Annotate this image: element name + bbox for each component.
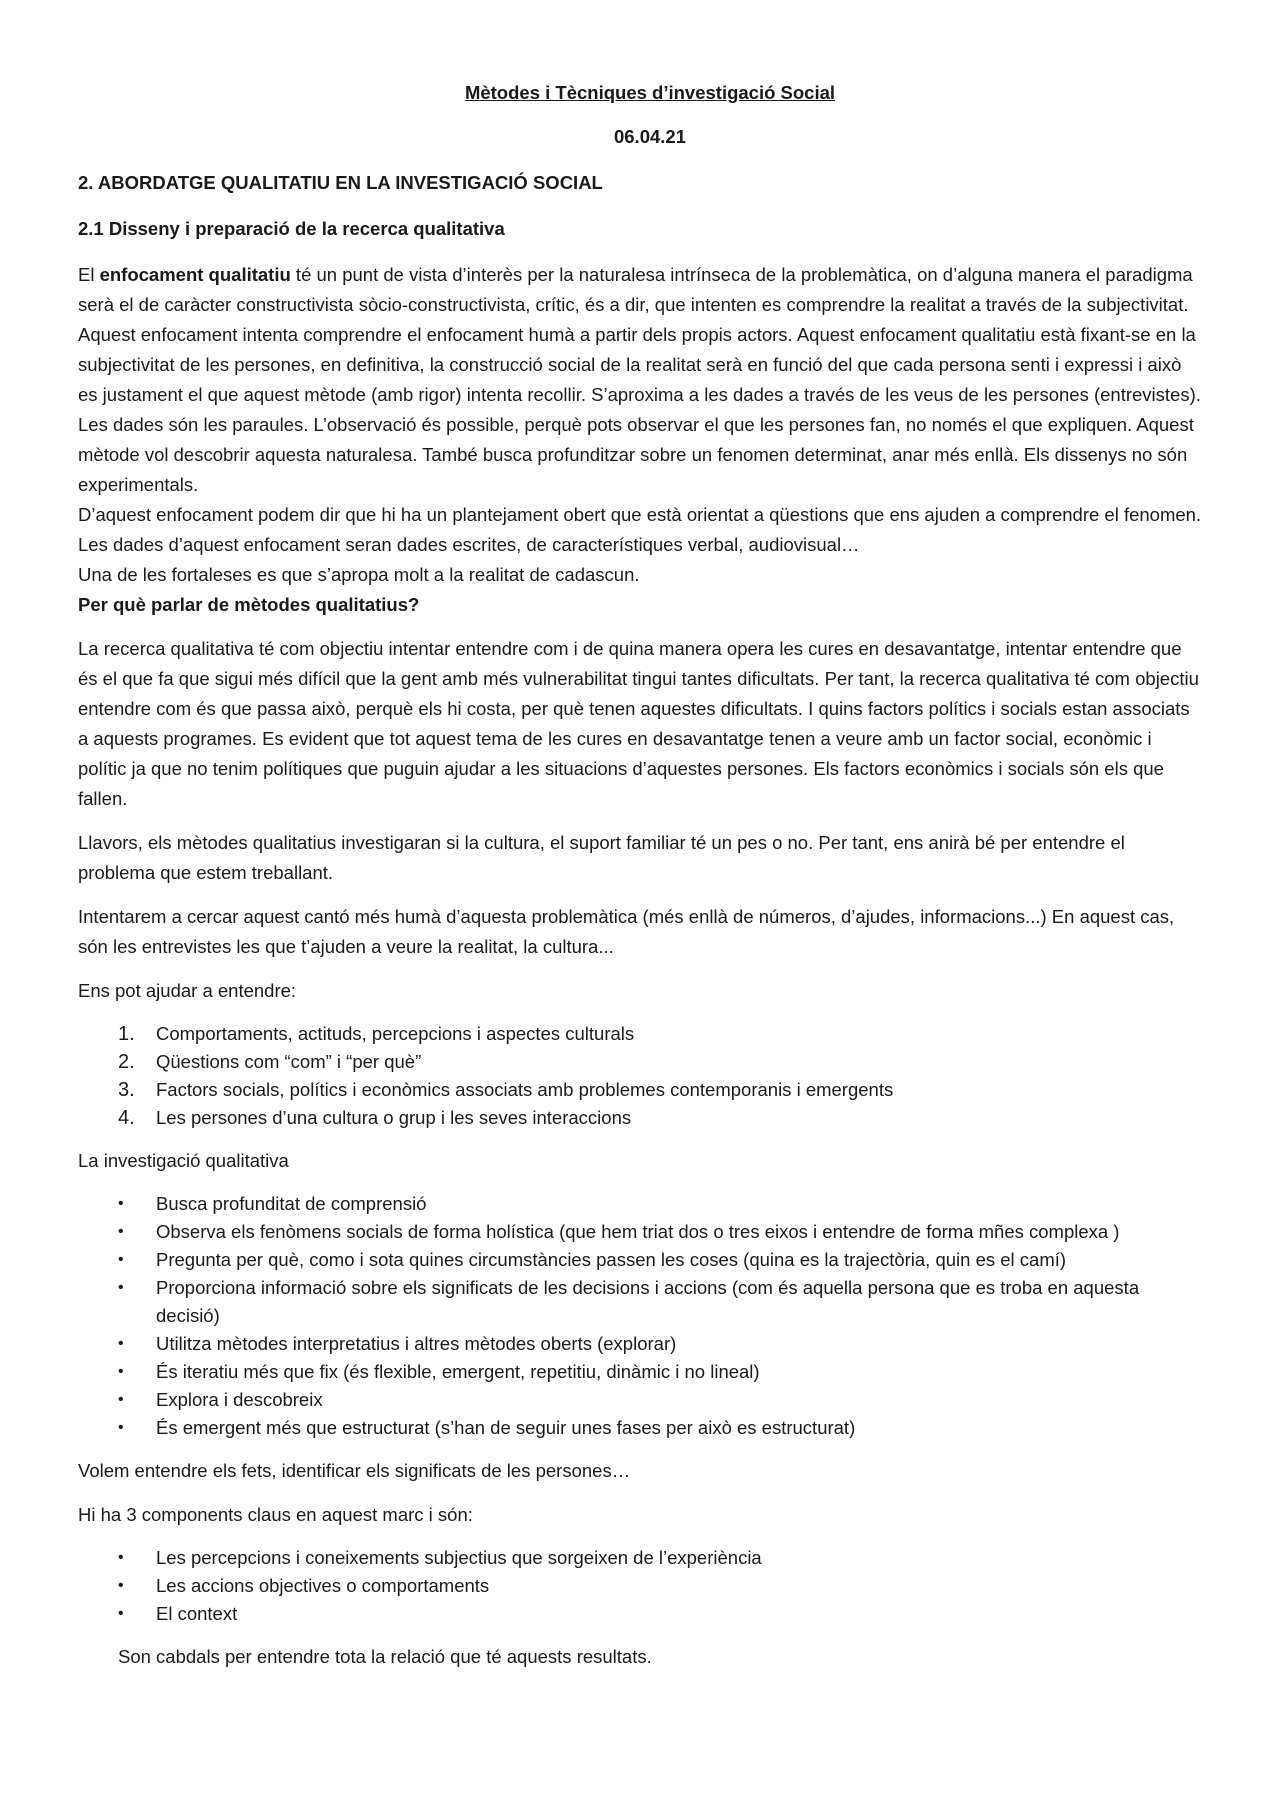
subsection-heading: 2.1 Disseny i preparació de la recerca qualitativa: [78, 218, 505, 239]
qualitative-bullet-list: [78, 1190, 1202, 1442]
components-intro: Hi ha 3 components claus en aquest marc i són:: [78, 1504, 473, 1525]
closing-paragraph: Son cabdals per entendre tota la relació que té aquests resultats.: [118, 1646, 652, 1667]
numbered-list: [78, 1020, 1202, 1132]
document-date: 06.04.21: [613, 126, 686, 147]
list-number: 1.: [118, 1023, 135, 1045]
list-item-text: És emergent més que estructurat (s’han de seguir unes fases per això es estructurat): [156, 1417, 856, 1438]
list-item: [78, 1218, 1202, 1246]
list-item-text: Pregunta per què, como i sota quines circumstàncies passen les coses (quina es la trajectòria, quin es el camí): [156, 1249, 1067, 1270]
document-title: Mètodes i Tècniques d’investigació Social: [464, 82, 836, 103]
list-item: [78, 1544, 1202, 1572]
bullet-icon: •: [118, 1251, 124, 1268]
list-item-text: Qüestions com “com” i “per què”: [156, 1051, 422, 1072]
components-bullet-list: [78, 1544, 1202, 1628]
list-item: [78, 1104, 1202, 1132]
list-number: 4.: [118, 1107, 135, 1129]
intro-line-2: D’aquest enfocament podem dir que hi ha un plantejament obert que està orientat a qüestions que ens ajuden a comprendre el fenomen.: [78, 504, 1202, 525]
intro-rest: té un punt de vista d’interès per la naturalesa intrínseca de la problemàtica, on d’alguna manera el paradigma serà el de caràcter constructivista sòcio-constructivista, crític, és a dir, que intenten es comprendre la realitat a través de la subjectivitat. Aquest enfocament intenta comprendre el enfocament humà a partir dels propis actors. Aquest enfocament qualitatiu està fixant-se en la subjectivitat de les persones, en definitiva, la construcció social de la realitat serà en funció del que cada persona senti i expressi i això es justament el que aquest mètode (amb rigor) intenta recollir. S’aproxima a les dades a través de les veus de les persones (entrevistes). Les dades són les paraules. L’observació és possible, perquè pots observar el que les persones fan, no només el que expliquen. Aquest mètode vol descobrir aquesta naturalesa. També busca profunditzar sobre un fenomen determinat, anar més enllà. Els dissenys no són experimentals.: [78, 264, 1201, 495]
list-item: [78, 1414, 1202, 1442]
bullet-icon: •: [118, 1419, 124, 1436]
list-number: 3.: [118, 1079, 135, 1101]
list-item: [78, 1572, 1202, 1600]
qualitative-after: Volem entendre els fets, identificar els significats de les persones…: [78, 1460, 631, 1481]
intro-lead: El: [78, 264, 100, 285]
why-heading: Per què parlar de mètodes qualitatius?: [78, 594, 420, 615]
why-paragraph-1: La recerca qualitativa té com objectiu intentar entendre com i de quina manera opera les cures en desavantatge, intentar entendre que és el que fa que sigui més difícil que la gent amb més vulnerabilitat tingui tantes dificultats. Per tant, la recerca qualitativa té com objectiu entendre com és que passa això, perquè els hi costa, per què tenen aquestes dificultats. I quins factors polítics i socials estan associats a aquests programes. Es evident que tot aquest tema de les cures en desavantatge tenen a veure amb un factor social, econòmic i polític ja que no tenim polítiques que puguin ajudar a les situacions d’aquestes persones. Els factors econòmics i socials són els que fallen.: [78, 638, 1199, 809]
bullet-icon: •: [118, 1605, 124, 1622]
list-item-text: Factors socials, polítics i econòmics associats amb problemes contemporanis i emergents: [156, 1079, 894, 1100]
why-paragraph-3: Intentarem a cercar aquest cantó més humà d’aquesta problemàtica (més enllà de números, d’ajudes, informacions...) En aquest cas, són les entrevistes les que t’ajuden a veure la realitat, la cultura...: [78, 906, 1175, 957]
list-item: [78, 1020, 1202, 1048]
list-item: [78, 1600, 1202, 1628]
list-item: [78, 1330, 1202, 1358]
list-item: [78, 1358, 1202, 1386]
list-item-text: Comportaments, actituds, percepcions i aspectes culturals: [156, 1023, 635, 1044]
list-item-text: És iteratiu més que fix (és flexible, emergent, repetitiu, dinàmic i no lineal): [156, 1361, 760, 1382]
bullet-icon: •: [118, 1279, 124, 1296]
intro-paragraph: [78, 260, 1202, 500]
list-item: [78, 1274, 1202, 1330]
bullet-icon: •: [118, 1195, 124, 1212]
section-heading: 2. ABORDATGE QUALITATIU EN LA INVESTIGACIÓ SOCIAL: [78, 172, 603, 193]
list-item-text: Observa els fenòmens socials de forma holística (que hem triat dos o tres eixos i entendre de forma mñes complexa ): [156, 1221, 1120, 1242]
list-item-text: Explora i descobreix: [156, 1389, 323, 1410]
why-paragraph-4: Ens pot ajudar a entendre:: [78, 980, 297, 1001]
intro-line-4: Una de les fortaleses es que s’apropa molt a la realitat de cadascun.: [78, 564, 640, 585]
list-item: [78, 1190, 1202, 1218]
list-item-text: El context: [156, 1603, 238, 1624]
qualitative-intro: La investigació qualitativa: [78, 1150, 289, 1171]
list-item-text: Les accions objectives o comportaments: [156, 1575, 490, 1596]
bullet-icon: •: [118, 1391, 124, 1408]
bullet-icon: •: [118, 1577, 124, 1594]
list-number: 2.: [118, 1051, 135, 1073]
bullet-icon: •: [118, 1363, 124, 1380]
list-item-text: Busca profunditat de comprensió: [156, 1193, 427, 1214]
bullet-icon: •: [118, 1549, 124, 1566]
list-item-text: Proporciona informació sobre els significats de les decisions i accions (com és aquella persona que es troba en aquesta decisió): [156, 1277, 1140, 1326]
intro-bold-term: enfocament qualitatiu: [99, 264, 291, 285]
list-item: [78, 1386, 1202, 1414]
list-item-text: Les persones d’una cultura o grup i les seves interaccions: [156, 1107, 632, 1128]
list-item-text: Utilitza mètodes interpretatius i altres mètodes oberts (explorar): [156, 1333, 677, 1354]
bullet-icon: •: [118, 1335, 124, 1352]
list-item: [78, 1048, 1202, 1076]
list-item-text: Les percepcions i coneixements subjectius que sorgeixen de l’experiència: [156, 1547, 762, 1568]
bullet-icon: •: [118, 1223, 124, 1240]
list-item: [78, 1246, 1202, 1274]
list-item: [78, 1076, 1202, 1104]
why-paragraph-2: Llavors, els mètodes qualitatius investigaran si la cultura, el suport familiar té un pes o no. Per tant, ens anirà bé per entendre el problema que estem treballant.: [78, 832, 1125, 883]
intro-line-3: Les dades d’aquest enfocament seran dades escrites, de característiques verbal, audiovisual…: [78, 534, 860, 555]
